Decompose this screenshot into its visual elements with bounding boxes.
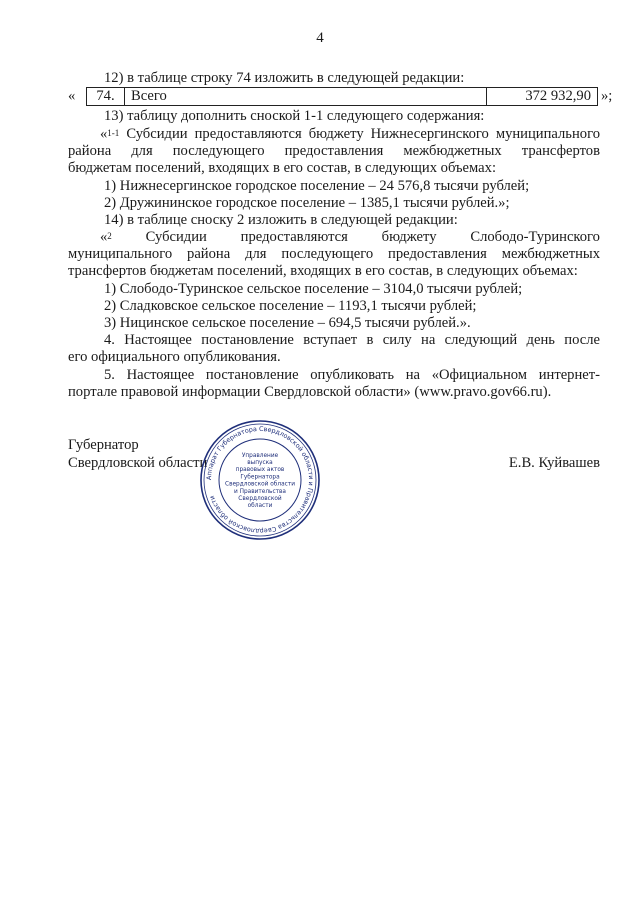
footnote2-line2: муниципального района для последующего предоставления межбюджетных — [68, 246, 600, 262]
footnote11-quote: « — [100, 126, 108, 142]
stamp-center-line: Управление — [241, 452, 279, 459]
para5-line1: 5. Настоящее постановление опубликовать на «Официальном интернет- — [104, 367, 600, 383]
page-number: 4 — [316, 30, 324, 46]
para4-line1: 4. Настоящее постановление вступает в силу на следующий день после — [104, 332, 600, 348]
footnote11-line2: района для последующего предоставления межбюджетных трансфертов — [68, 143, 600, 159]
signature-title — [68, 436, 207, 472]
footnote11-text1: Субсидии предоставляются бюджету Нижнесергинского муниципального — [126, 126, 600, 142]
footnote11-line3: бюджетам поселений, входящих в его состав, в следующих объемах: — [68, 160, 496, 176]
table-row-74 — [68, 87, 613, 105]
footnote2-line1 — [100, 229, 600, 246]
footnote2-line3: трансфертов бюджетам поселений, входящих в его состав, в следующих объемах: — [68, 263, 578, 279]
stamp-center-line: выпуска — [247, 460, 273, 466]
signature-title-line2: Свердловской области — [68, 455, 208, 471]
footnote2-item2: 2) Сладковское сельское поселение – 1193,1 тысячи рублей; — [104, 298, 477, 314]
row74-value: 372 932,90 — [525, 88, 591, 104]
signature-name: Е.В. Куйвашев — [508, 455, 600, 471]
footnote11-line1 — [100, 126, 600, 143]
footnote11-item1: 1) Нижнесергинское городское поселение – 24 576,8 тысячи рублей; — [104, 178, 530, 194]
item14-intro: 14) в таблице сноску 2 изложить в следующей редакции: — [104, 212, 458, 228]
stamp-center-line: Свердловской области — [225, 481, 295, 488]
footnote2-quote: « — [100, 229, 108, 245]
row74-number: 74. — [87, 88, 125, 105]
item12-intro: 12) в таблице строку 74 изложить в следующей редакции: — [104, 70, 465, 86]
row74-label: Всего — [125, 88, 487, 105]
para4-line2: его официального опубликования. — [68, 349, 281, 365]
stamp-center-line: правовых актов — [235, 467, 285, 474]
stamp-center-line: Губернатора — [240, 474, 280, 481]
row74-table — [86, 87, 598, 106]
official-stamp — [198, 418, 322, 542]
footnote2-text1: Субсидии предоставляются бюджету Слободо-Туринского — [145, 229, 600, 245]
footnote11-mark: 1-1 — [107, 128, 120, 138]
quote-close: »; — [601, 88, 613, 104]
para5-line2: портале правовой информации Свердловской области» (www.pravo.gov66.ru). — [68, 384, 552, 400]
stamp-ring-text: Аппарат Губернатора Свердловской области и Правительства Свердловской области — [204, 424, 316, 536]
footnote2-item1: 1) Слободо-Туринское сельское поселение – 3104,0 тысячи рублей; — [104, 281, 523, 297]
footnote11-item2: 2) Дружининское городское поселение – 1385,1 тысячи рублей.»; — [104, 195, 510, 211]
footnote2-mark: 2 — [107, 231, 112, 241]
quote-open: « — [68, 88, 76, 104]
footnote2-item3: 3) Ницинское сельское поселение – 694,5 тысячи рублей.». — [104, 315, 471, 331]
stamp-center-line: области — [247, 503, 273, 510]
stamp-center-text — [225, 453, 295, 509]
stamp-center-line: и Правительства — [234, 488, 286, 495]
item13-intro: 13) таблицу дополнить сноской 1-1 следующего содержания: — [104, 108, 485, 124]
signature-title-line1: Губернатор — [68, 437, 139, 453]
stamp-center-line: Свердловской — [238, 496, 282, 502]
